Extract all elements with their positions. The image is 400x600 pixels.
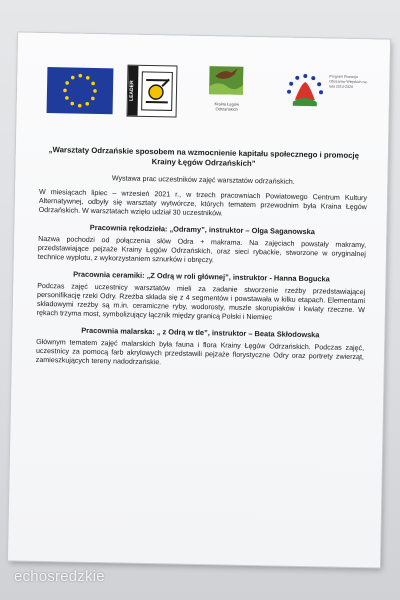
- prow-caption: Program Rozwoju Obszarów Wiejskich na lata 2014-2020: [329, 74, 367, 89]
- leader-text: LEADER: [128, 80, 136, 102]
- eu-stars-icon: [47, 67, 114, 114]
- watermark: echosredzkie: [14, 568, 105, 585]
- section-text-ceramics: Podczas zajęć uczestnicy warsztatów mieli za zadanie stworzenie rzeźby przedstawiającej personifikację rzeki Odry. Rzeźba składa się z 4 segmentów i powstawała w kilku etapach. Elementami składowymi rzeźby są m.in. ceramiczne ryby, wodorosty, muszle skorupiaków i kwiaty rzeczne. W rękach trzyma most, symbolizujący łącznik między granicą Polski i Niemiec: [36, 281, 366, 322]
- bird-icon: [209, 64, 244, 97]
- prow-logo: [282, 70, 367, 122]
- document-title: „Warsztaty Odrzańskie sposobem na wzmocnienie kapitału społecznego i promocję Krainy Łęgów Odrzańskich”: [48, 145, 360, 169]
- exhibition-poster: [8, 32, 390, 567]
- section-text-handicraft: Nazwa pochodzi od połączenia słów Odra + makrama. Na zajęciach powstały makramy, przedstawiające pejzaże Krainy Łęgów Odrzańskich, oraz sieci rybackie, stworzone w oryginalnej technice wyplotu, z wykorzystaniem sznurków i obręczy.: [37, 234, 367, 265]
- section-text-painting: Głównym tematem zajęć malarskich była fauna i flora Krainy Łęgów Odrzańskich. Podczas zajęć, uczestnicy za pomocą farb akrylowych przedstawili pejzaże florystyczne Odry oraz portrety zwierząt, zamieszkujących tereny nadodrzańskie.: [35, 337, 365, 367]
- section-heading-handicraft: Pracownia rękodzieła: „Odramy”, instruktor – Olga Saganowska: [89, 222, 315, 237]
- section-heading-ceramics: Pracownia ceramiki: „Z Odrą w roli głównej”, instruktor - Hanna Bogucka: [73, 269, 330, 284]
- eu-flag-logo: [47, 67, 114, 114]
- intro-text: Wystawa prac uczestników zajęć warsztatów odrzańskich.: [111, 174, 295, 186]
- prow-flower-icon: [283, 70, 328, 111]
- leader-mark-icon: [128, 66, 177, 117]
- kraina-caption: Kraina Łęgów Odrzańskich: [214, 101, 240, 112]
- logo-bar: [46, 59, 367, 125]
- document-body: [36, 145, 368, 377]
- kraina-legow-logo: [206, 64, 247, 121]
- overview-paragraph: W miesiącach lipiec – wrzesień 2021 r., w trzech pracowniach Powiatowego Centrum Kultury Alternatywnej, odbyły się warsztaty wytwórcze, których tematem przewodnim była Kraina Łęgów Odrzańskich. W warsztatach wzięło udział 30 uczestników.: [38, 187, 368, 218]
- leader-logo: [127, 65, 178, 118]
- section-heading-painting: Pracownia malarska: „ z Odrą w tle”, instruktor – Beata Skłodowska: [81, 325, 320, 340]
